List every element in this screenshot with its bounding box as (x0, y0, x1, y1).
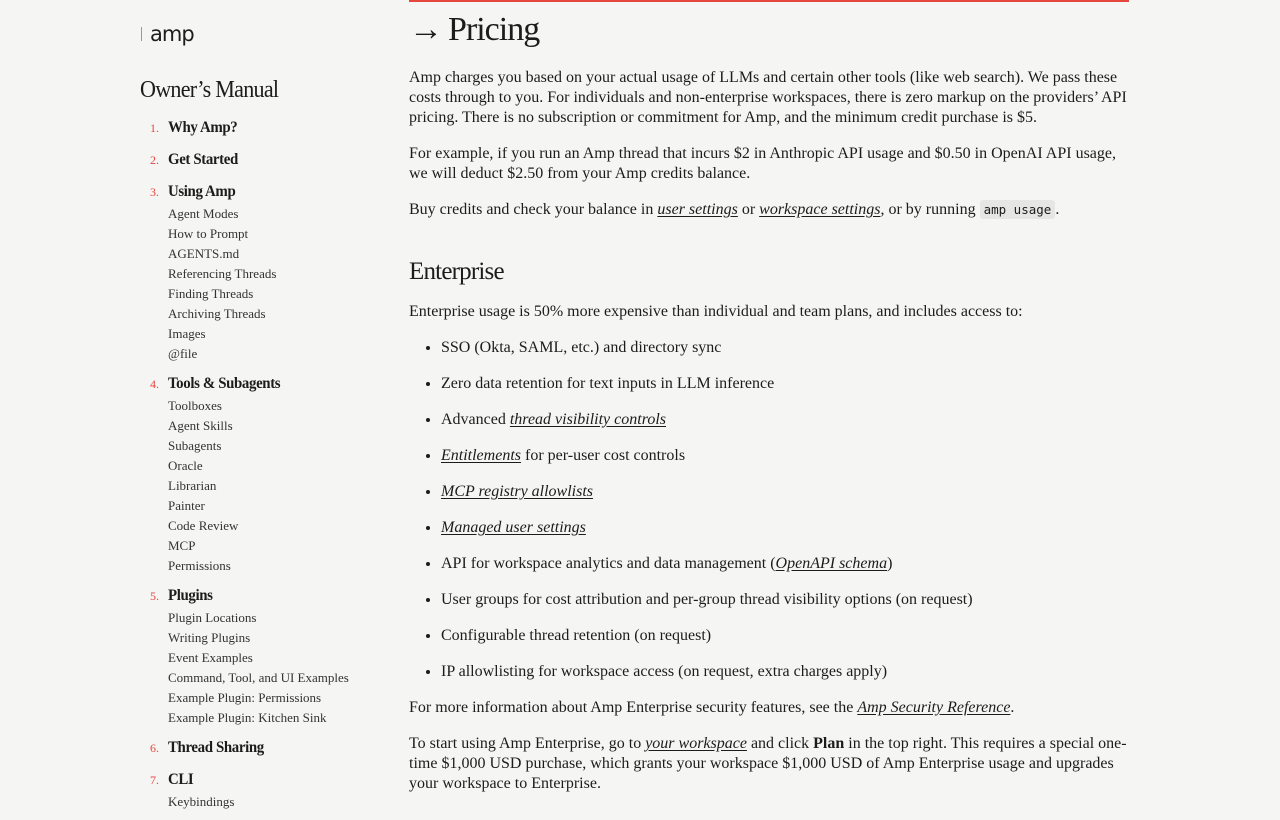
user-settings-link[interactable]: user settings (657, 201, 738, 218)
amp-logo[interactable] (141, 20, 194, 48)
toc-item-oracle[interactable]: Oracle (168, 458, 203, 473)
start-mid: and click (746, 735, 814, 752)
sidebar (0, 0, 370, 809)
toc-item-archiving-threads[interactable]: Archiving Threads (168, 306, 266, 321)
main-content (409, 0, 1129, 800)
list-item-text: Advanced (441, 411, 510, 428)
table-of-contents (0, 116, 370, 820)
toc-item-painter[interactable]: Painter (168, 498, 205, 513)
buy-mid: or (737, 201, 760, 218)
mcp-registry-allowlists-link[interactable]: MCP registry allowlists (441, 483, 594, 500)
list-item: • Configurable thread retention (on request) (441, 626, 1129, 646)
list-item: • SSO (Okta, SAML, etc.) and directory sync (441, 338, 1129, 358)
toc-number: 2. (150, 153, 159, 167)
logo-divider (141, 27, 142, 41)
page-title (409, 10, 539, 50)
list-item-text: ) (887, 555, 893, 572)
toc-link-get-started[interactable] (0, 148, 370, 172)
plan-label: Plan (813, 735, 845, 752)
example-paragraph: For example, if you run an Amp thread that incurs $2 in Anthropic API usage and $0.50 in OpenAI API usage, we will deduct $2.50 from your Amp credits balance. (409, 145, 1116, 182)
start-suffix: in the top right. This requires a special one-time $1,000 USD purchase, which grants your workspace $1,000 USD of Amp Enterprise usage and upgrades your workspace to Enterprise. (409, 735, 1127, 792)
toc-label: Plugins (168, 587, 213, 604)
toc-label: CLI (168, 771, 194, 788)
toc-sublist (0, 396, 370, 576)
toc-link-thread-sharing[interactable] (0, 736, 370, 760)
toc-item-code-review[interactable]: Code Review (168, 518, 239, 533)
workspace-settings-link[interactable]: workspace settings (759, 201, 881, 218)
toc-number: 4. (150, 377, 159, 391)
top-accent-rule (409, 0, 1129, 2)
toc-number: 3. (150, 185, 159, 199)
toc-item-referencing-threads[interactable]: Referencing Threads (168, 266, 277, 281)
toc-section-why-amp (0, 116, 370, 140)
toc-link-using-amp[interactable] (0, 180, 370, 204)
toc-label: Using Amp (168, 183, 236, 200)
enterprise-feature-list (409, 338, 1129, 682)
toc-section-get-started (0, 148, 370, 172)
toc-sublist (0, 608, 370, 728)
list-item (441, 482, 1129, 502)
security-suffix: . (1010, 699, 1015, 716)
toc-item-mcp[interactable]: MCP (168, 538, 196, 553)
start-enterprise-paragraph (409, 734, 1129, 794)
toc-item-keybindings[interactable]: Keybindings (168, 794, 235, 809)
toc-label: Thread Sharing (168, 739, 264, 756)
list-item-text: for per-user cost controls (520, 447, 686, 464)
toc-item-plugin-locations[interactable]: Plugin Locations (168, 610, 257, 625)
toc-section-thread-sharing (0, 736, 370, 760)
thread-visibility-controls-link[interactable]: thread visibility controls (509, 411, 666, 428)
toc-label: Tools & Subagents (168, 375, 281, 392)
toc-item-subagents[interactable]: Subagents (168, 438, 222, 453)
arrow-right-icon: → (409, 11, 442, 48)
toc-section-tools-subagents (0, 372, 370, 576)
toc-number: 6. (150, 741, 159, 755)
toc-item-agents-md[interactable]: AGENTS.md (168, 246, 240, 261)
toc-sublist (0, 204, 370, 364)
security-prefix: For more information about Amp Enterprise security features, see the (409, 699, 858, 716)
amp-security-reference-link[interactable]: Amp Security Reference (857, 699, 1011, 716)
list-item (441, 554, 1129, 574)
toc-section-using-amp (0, 180, 370, 364)
list-item: • User groups for cost attribution and per-group thread visibility options (on request) (441, 590, 1129, 610)
article-body (409, 68, 1129, 810)
toc-section-cli (0, 768, 370, 812)
toc-item-permissions[interactable]: Permissions (168, 558, 231, 573)
amp-usage-code: amp usage (980, 200, 1056, 219)
toc-label: Why Amp? (168, 119, 238, 136)
toc-number: 7. (150, 773, 159, 787)
toc-item-example-plugin-kitchen-sink[interactable]: Example Plugin: Kitchen Sink (168, 710, 327, 725)
toc-item-how-to-prompt[interactable]: How to Prompt (168, 226, 249, 241)
toc-link-plugins[interactable] (0, 584, 370, 608)
openapi-schema-link[interactable]: OpenAPI schema (775, 555, 888, 572)
toc-link-cli[interactable] (0, 768, 370, 792)
list-item (441, 446, 1129, 466)
toc-item-images[interactable]: Images (168, 326, 206, 341)
start-prefix: To start using Amp Enterprise, go to (409, 735, 646, 752)
page-title-text: Pricing (448, 11, 540, 48)
toc-item-finding-threads[interactable]: Finding Threads (168, 286, 254, 301)
enterprise-intro: Enterprise usage is 50% more expensive than individual and team plans, and includes access to: (409, 303, 1023, 320)
toc-item-file[interactable]: @file (168, 346, 198, 361)
manual-title: Owner’s Manual (140, 77, 279, 103)
toc-sublist (0, 792, 370, 812)
buy-prefix: Buy credits and check your balance in (409, 201, 658, 218)
list-item (441, 518, 1129, 538)
toc-item-writing-plugins[interactable]: Writing Plugins (168, 630, 251, 645)
intro-paragraph: Amp charges you based on your actual usage of LLMs and certain other tools (like web search). We pass these costs through to you. For individuals and non-enterprise workspaces, there is zero markup on the providers’ API pricing. There is no subscription or commitment for Amp, and the minimum credit purchase is $5. (409, 69, 1127, 126)
toc-item-command-tool-ui-examples[interactable]: Command, Tool, and UI Examples (168, 670, 349, 685)
list-item (441, 410, 1129, 430)
toc-label: Get Started (168, 151, 238, 168)
toc-link-why-amp[interactable] (0, 116, 370, 140)
toc-item-event-examples[interactable]: Event Examples (168, 650, 253, 665)
your-workspace-link[interactable]: your workspace (645, 735, 747, 752)
toc-item-agent-modes[interactable]: Agent Modes (168, 206, 239, 221)
toc-item-example-plugin-permissions[interactable]: Example Plugin: Permissions (168, 690, 322, 705)
list-item-text: API for workspace analytics and data management ( (441, 555, 776, 572)
toc-item-toolboxes[interactable]: Toolboxes (168, 398, 222, 413)
toc-number: 1. (150, 121, 159, 135)
buy-credits-paragraph (409, 200, 1129, 220)
security-paragraph (409, 698, 1129, 718)
toc-number: 5. (150, 589, 159, 603)
list-item: • Zero data retention for text inputs in LLM inference (441, 374, 1129, 394)
buy-end: . (1055, 201, 1060, 218)
managed-user-settings-link[interactable]: Managed user settings (441, 519, 586, 536)
list-item: • IP allowlisting for workspace access (on request, extra charges apply) (441, 662, 1129, 682)
entitlements-link[interactable]: Entitlements (441, 447, 521, 464)
buy-suffix: , or by running (880, 201, 980, 218)
toc-link-tools-subagents[interactable] (0, 372, 370, 396)
enterprise-heading: Enterprise (409, 258, 504, 285)
toc-item-librarian[interactable]: Librarian (168, 478, 217, 493)
logo-text: amp (150, 22, 194, 46)
toc-section-plugins (0, 584, 370, 728)
toc-item-agent-skills[interactable]: Agent Skills (168, 418, 233, 433)
